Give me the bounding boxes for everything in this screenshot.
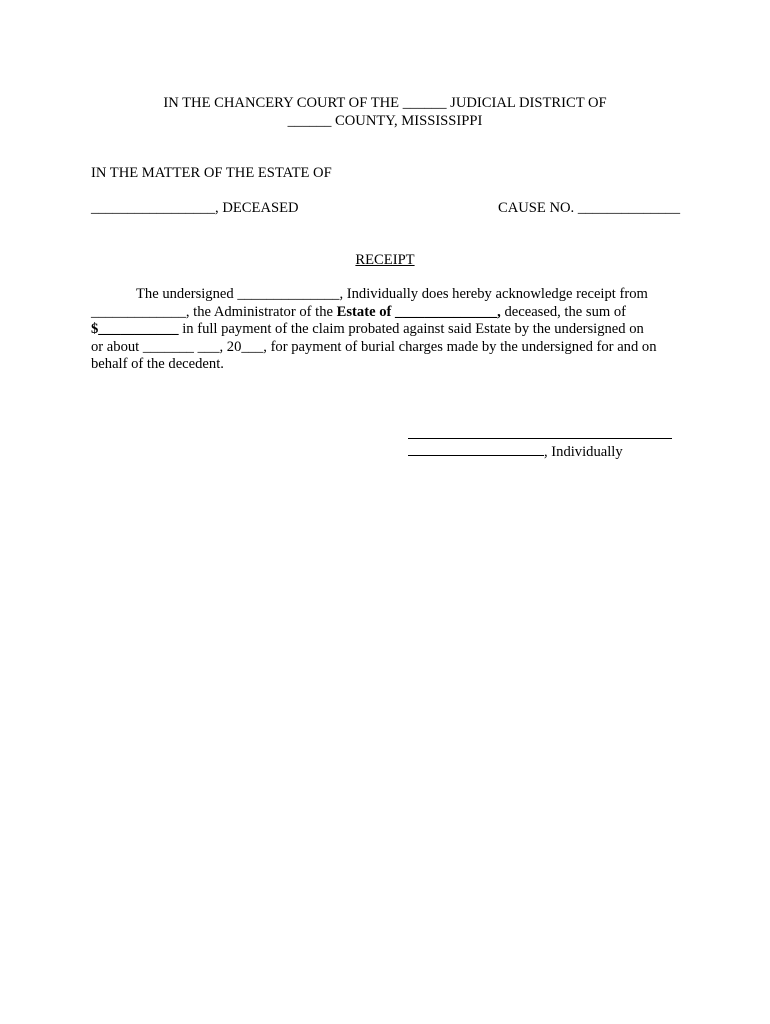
estate-of-label: Estate of ______________, xyxy=(336,303,501,320)
cause-number: CAUSE NO. ______________ xyxy=(497,200,680,216)
matter-caption: IN THE MATTER OF THE ESTATE OF xyxy=(91,165,332,181)
body-line-4: or about _______ ___, 20___, for payment of burial charges made by the undersigned for and on xyxy=(91,338,657,355)
court-heading-line-2: ______ COUNTY, MISSISSIPPI xyxy=(287,113,483,129)
court-heading-line-1: IN THE CHANCERY COURT OF THE ______ JUDICIAL DISTRICT OF xyxy=(163,95,607,111)
body-line-5: behalf of the decedent. xyxy=(91,356,224,372)
body-line-3 xyxy=(91,321,683,339)
body-line-2 xyxy=(91,304,683,322)
body-line-1 xyxy=(91,286,683,304)
document-title-text: RECEIPT xyxy=(355,252,415,268)
signature-line xyxy=(408,442,623,461)
deceased-line: _________________, DECEASED xyxy=(91,200,299,216)
court-heading xyxy=(90,94,680,130)
signature-name-blank xyxy=(408,442,544,456)
body-line-2-a: _____________, the Administrator of the xyxy=(91,303,337,320)
amount-blank: $___________ xyxy=(91,321,179,337)
signature-suffix: , Individually xyxy=(544,444,623,460)
body-line-3-b: in full payment of the claim probated against said Estate by the undersigned on xyxy=(178,321,644,337)
document-title xyxy=(0,251,770,269)
body-line-1-text: The undersigned ______________, Individually does hereby acknowledge receipt from xyxy=(136,286,648,302)
body-line-2-c: deceased, the sum of xyxy=(500,303,627,320)
receipt-body xyxy=(91,286,683,374)
signature-rule xyxy=(408,438,672,439)
